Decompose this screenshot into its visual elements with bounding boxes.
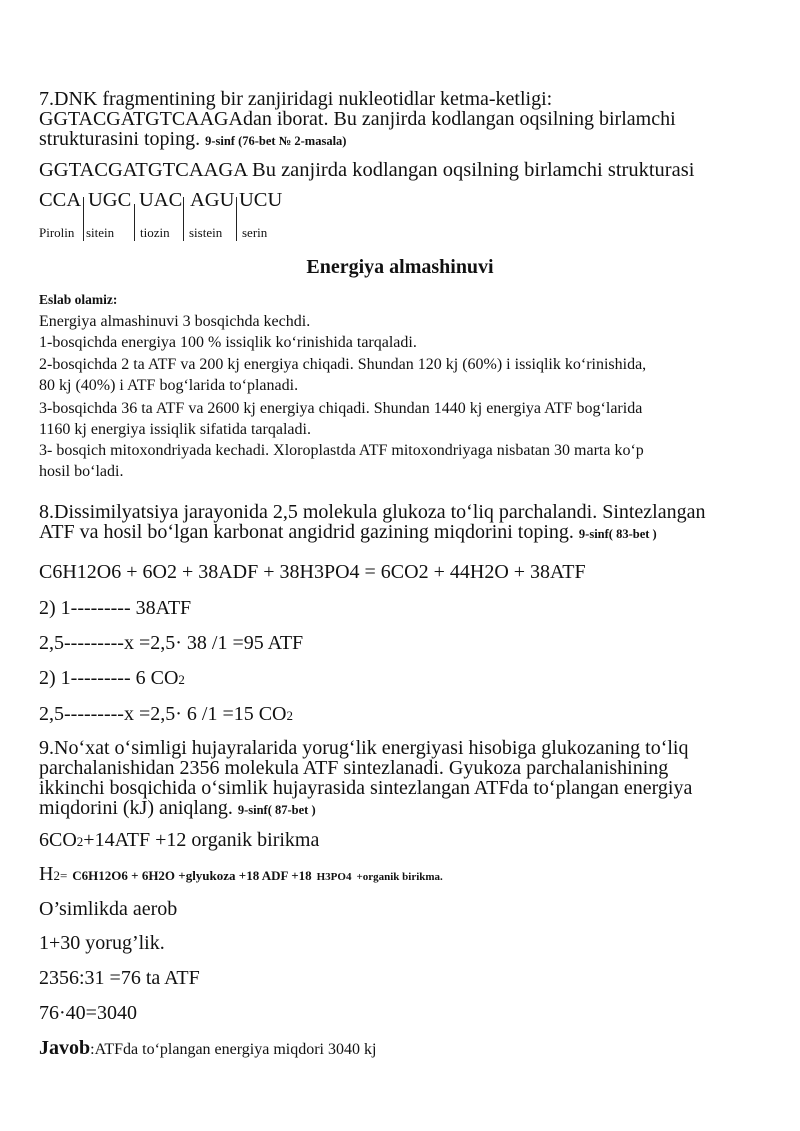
energy-line: 80 kj (40%) i ATF bog‘larida to‘planadi. [39, 377, 299, 394]
solution-line: O’simlikda aerob [39, 898, 178, 920]
problem7-line3-text: strukturasini toping. [39, 128, 201, 150]
solution-step: 2,5---------x =2,5· 38 /1 =95 ATF [39, 632, 304, 654]
energy-line: 1-bosqichda energiya 100 % issiqlik ko‘rinishida tarqaladi. [39, 334, 417, 351]
amino-1: Pirolin [39, 225, 75, 240]
solution-step [39, 668, 185, 690]
amino-2: sitein [86, 225, 115, 240]
codon-divider [236, 197, 237, 241]
solution-line: 76·40=3040 [39, 1002, 137, 1024]
problem9-line2: parchalanishidan 2356 molekula ATF sintezlanadi. Gyukoza parchalanishining [39, 757, 669, 779]
eq-part: H3PO4 [316, 871, 352, 883]
solution-step-text: 2,5---------x =2,5· 6 /1 =15 CO [39, 703, 287, 725]
energy-line: 3-bosqichda 36 ta ATF va 2600 kj energiya chiqadi. Shundan 1440 kj energiya ATF bog‘larida [39, 400, 643, 417]
answer-text: :ATFda to‘plangan energiya miqdori 3040 kj [90, 1041, 377, 1058]
energy-line: 1160 kj energiya issiqlik sifatida tarqaladi. [39, 421, 311, 438]
solution-line: 1+30 yorug’lik. [39, 932, 165, 954]
eq-part: +organik birikma. [356, 871, 443, 883]
amino-5: serin [242, 225, 268, 240]
problem9-line4-text: miqdorini (kJ) aniqlang. [39, 797, 233, 819]
codon-2: UGC [88, 189, 132, 211]
subscript: 2 [76, 834, 84, 849]
problem7-line1: 7.DNK fragmentining bir zanjiridagi nukleotidlar ketma-ketligi: [39, 88, 553, 110]
section-heading: Energiya almashinuvi [306, 256, 494, 278]
problem7-line2: GGTACGATGTCAAGAdan iborat. Bu zanjirda kodlangan oqsilning birlamchi [39, 108, 676, 130]
remember-label: Eslab olamiz: [39, 292, 118, 307]
problem9-reference: 9-sinf( 87-bet ) [237, 803, 316, 817]
problem9-line4 [39, 798, 316, 820]
answer-line [39, 1038, 376, 1060]
subscript: 2 [53, 868, 60, 883]
energy-line: Energiya almashinuvi 3 bosqichda kechdi. [39, 313, 311, 330]
energy-line: hosil bo‘ladi. [39, 463, 124, 480]
photosynthesis-equation [39, 830, 319, 852]
amino-3: tiozin [140, 225, 170, 240]
codon-3: UAC [139, 189, 183, 211]
codon-divider [83, 197, 84, 241]
codon-5: UCU [239, 189, 283, 211]
eq-part: C6H12O6 + 6H2O +glyukoza +18 ADF +18 [72, 868, 312, 883]
codon-divider [183, 197, 184, 241]
solution-step-text: 2) 1--------- 6 CO [39, 667, 179, 689]
codon-1: CCA [39, 189, 82, 211]
solution-line: 2356:31 =76 ta ATF [39, 967, 200, 989]
solution-step [39, 704, 293, 726]
subscript: 2 [286, 708, 293, 723]
hydrogen-equation [39, 864, 443, 887]
problem7-reference: 9-sinf (76-bet № 2-masala) [205, 134, 347, 148]
amino-4: sistein [189, 225, 223, 240]
problem7-line3 [39, 129, 346, 151]
problem8-line1: 8.Dissimilyatsiya jarayonida 2,5 molekula glukoza to‘liq parchalandi. Sintezlangan [39, 501, 706, 523]
problem7-restate: GGTACGATGTCAAGA Bu zanjirda kodlangan oqsilning birlamchi strukturasi [39, 159, 695, 181]
problem8-line2 [39, 522, 657, 544]
problem8-line2-text: ATF va hosil bo‘lgan karbonat angidrid gazining miqdorini toping. [39, 521, 574, 543]
eq-part: H [39, 863, 54, 885]
energy-line: 2-bosqichda 2 ta ATF va 200 kj energiya chiqadi. Shundan 120 kj (60%) i issiqlik ko‘rinishida, [39, 356, 647, 373]
eq-part: 6CO [39, 829, 77, 851]
codon-divider [134, 204, 135, 241]
answer-label: Javob [39, 1037, 91, 1059]
problem9-line1: 9.No‘xat o‘simligi hujayralarida yorug‘lik energiyasi hisobiga glukozaning to‘liq [39, 737, 689, 759]
codon-4: AGU [190, 189, 235, 211]
problem9-line3: ikkinchi bosqichida o‘simlik hujayrasida sintezlangan ATFda to‘plangan energiya [39, 777, 693, 799]
reaction-equation: C6H12O6 + 6O2 + 38ADF + 38H3PO4 = 6CO2 + 44H2O + 38ATF [39, 561, 586, 583]
eq-part: = [59, 868, 68, 883]
solution-step: 2) 1--------- 38ATF [39, 597, 192, 619]
problem8-reference: 9-sinf( 83-bet ) [578, 527, 657, 541]
energy-line: 3- bosqich mitoxondriyada kechadi. Xloroplastda ATF mitoxondriyaga nisbatan 30 marta ko‘p [39, 442, 644, 459]
subscript: 2 [178, 672, 185, 687]
eq-part: +14ATF +12 organik birikma [83, 829, 320, 851]
